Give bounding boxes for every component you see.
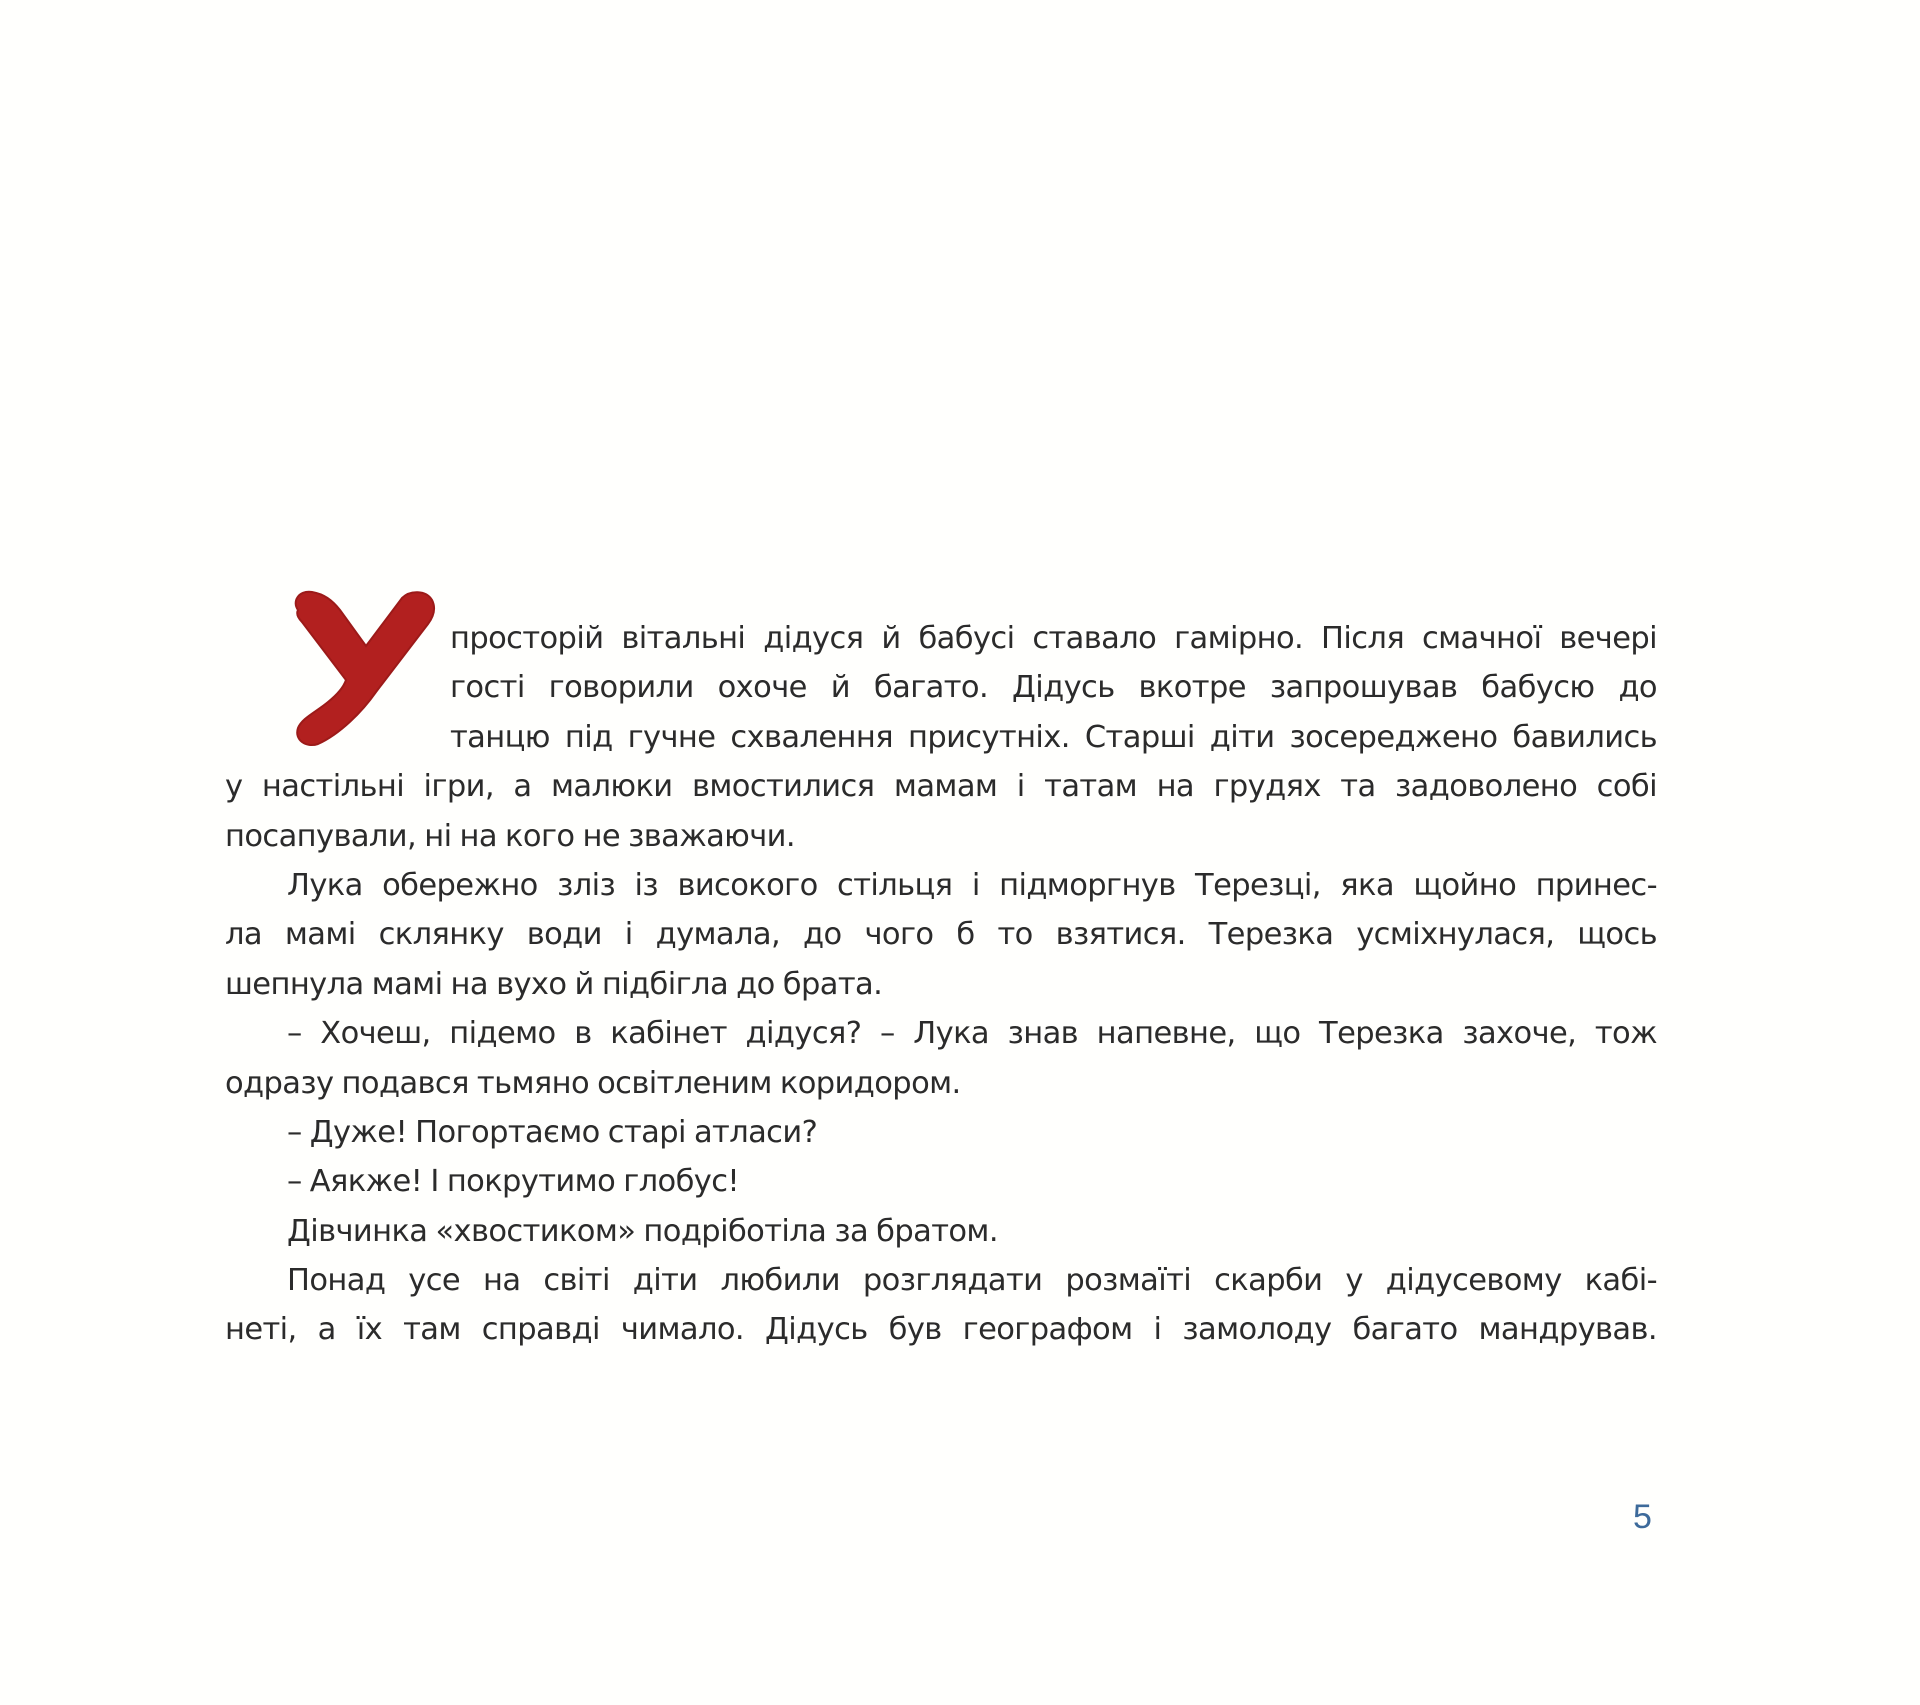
dialogue-line: – Хочеш, підемо в кабінет дідуся? – Лука знав напевне, що Терезка захоче, тож	[287, 1016, 1657, 1052]
text-line: Понад усе на світі діти любили розглядати розмаїті скарби у дідусевому кабі-	[287, 1263, 1657, 1299]
text-line: у настільні ігри, а малюки вмостилися мамам і татам на грудях та задоволено собі	[225, 769, 1657, 805]
text-line: неті, а їх там справді чимало. Дідусь був географом і замолоду багато мандрував.	[225, 1312, 1657, 1348]
dialogue-line: – Дуже! Погортаємо старі атласи?	[287, 1114, 818, 1150]
text-line: Дівчинка «хвостиком» подріботіла за братом.	[287, 1213, 998, 1249]
text-line: ла мамі склянку води і думала, до чого б то взятися. Терезка усміхнулася, щось	[225, 917, 1657, 953]
page-number: 5	[1633, 1498, 1652, 1536]
dialogue-line: – Аякже! І покрутимо глобус!	[287, 1164, 740, 1200]
text-line: гості говорили охоче й багато. Дідусь вкотре запрошував бабусю до	[450, 670, 1657, 706]
text-line: танцю під гучне схвалення присутніх. Старші діти зосереджено бавились	[450, 719, 1657, 755]
text-line: одразу подався тьмяно освітленим коридором.	[225, 1065, 961, 1101]
text-line: Лука обережно зліз із високого стільця і підморгнув Терезці, яка щойно принес-	[287, 867, 1657, 903]
text-line: шепнула мамі на вухо й підбігла до брата.	[225, 966, 883, 1002]
story-text	[225, 614, 1657, 1355]
text-line: посапували, ні на кого не зважаючи.	[225, 818, 795, 854]
text-line: просторій вітальні дідуся й бабусі ставало гамірно. Після смачної вечері	[450, 621, 1657, 656]
